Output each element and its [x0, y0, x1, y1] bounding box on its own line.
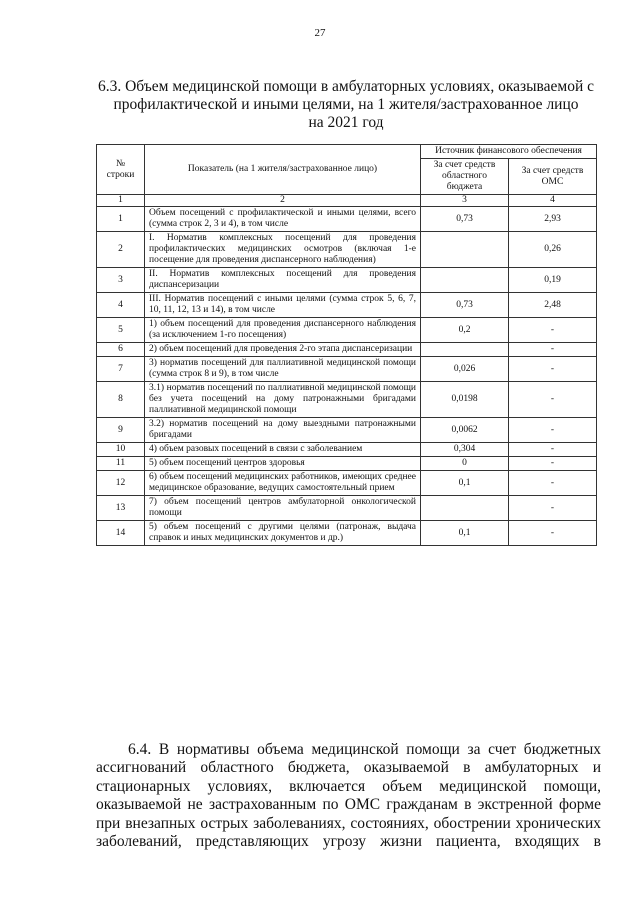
- oms-value-cell: -: [509, 318, 597, 343]
- section-heading: [96, 78, 596, 132]
- indicator-cell: 7) объем посещений центров амбулаторной онкологической помощи: [145, 496, 421, 521]
- oms-value-cell: -: [509, 471, 597, 496]
- oms-value-cell: 2,48: [509, 293, 597, 318]
- indicators-table: [96, 144, 597, 546]
- table-row: [97, 318, 597, 343]
- regional-value-cell: 0,304: [421, 443, 509, 457]
- row-number-cell: 5: [97, 318, 145, 343]
- oms-value-cell: -: [509, 343, 597, 357]
- regional-value-cell: 0,73: [421, 293, 509, 318]
- table-row: [97, 382, 597, 418]
- table-row: [97, 443, 597, 457]
- oms-value-cell: -: [509, 357, 597, 382]
- indicator-cell: 1) объем посещений для проведения диспансерного наблюдения (за исключением 1-го посещения): [145, 318, 421, 343]
- table-row: [97, 343, 597, 357]
- table-row: [97, 357, 597, 382]
- indicator-cell: 4) объем разовых посещений в связи с заболеванием: [145, 443, 421, 457]
- table-row: [97, 471, 597, 496]
- table-row: [97, 521, 597, 546]
- indicator-cell: 3) норматив посещений для паллиативной медицинской помощи (сумма строк 8 и 9), в том числе: [145, 357, 421, 382]
- regional-value-cell: 0,0198: [421, 382, 509, 418]
- table-row: [97, 418, 597, 443]
- row-number-cell: 6: [97, 343, 145, 357]
- table-row: [97, 457, 597, 471]
- table-row: [97, 232, 597, 268]
- regional-value-cell: 0,1: [421, 471, 509, 496]
- indicator-cell: I. Норматив комплексных посещений для проведения профилактических медицинских осмотров (включая 1-е посещение для проведения диспансерного наблюдения): [145, 232, 421, 268]
- indicator-cell: 3.1) норматив посещений по паллиативной медицинской помощи без учета посещений на дому патронажными бригадами паллиативной медицинской помощи: [145, 382, 421, 418]
- indicator-cell: 3.2) норматив посещений на дому выездными патронажными бригадами: [145, 418, 421, 443]
- row-number-cell: 11: [97, 457, 145, 471]
- oms-value-cell: 0,19: [509, 268, 597, 293]
- header-regional-budget: За счет средств областного бюджета: [421, 159, 509, 195]
- indicator-cell: II. Норматив комплексных посещений для проведения диспансеризации: [145, 268, 421, 293]
- header-oms: За счет средств ОМС: [509, 159, 597, 195]
- regional-value-cell: [421, 268, 509, 293]
- row-number-cell: 8: [97, 382, 145, 418]
- row-number-cell: 7: [97, 357, 145, 382]
- oms-value-cell: -: [509, 521, 597, 546]
- indicator-cell: 6) объем посещений медицинских работников, имеющих среднее медицинское образование, ведущих самостоятельный прием: [145, 471, 421, 496]
- regional-value-cell: 0: [421, 457, 509, 471]
- regional-value-cell: 0,2: [421, 318, 509, 343]
- oms-value-cell: 0,26: [509, 232, 597, 268]
- table-row: [97, 293, 597, 318]
- table-row: [97, 268, 597, 293]
- column-index: 4: [509, 195, 597, 207]
- regional-value-cell: 0,0062: [421, 418, 509, 443]
- row-number-cell: 9: [97, 418, 145, 443]
- row-number-cell: 10: [97, 443, 145, 457]
- oms-value-cell: 2,93: [509, 207, 597, 232]
- regional-value-cell: 0,73: [421, 207, 509, 232]
- row-number-cell: 3: [97, 268, 145, 293]
- oms-value-cell: -: [509, 496, 597, 521]
- table-row: [97, 207, 597, 232]
- header-funding-source: Источник финансового обеспечения: [421, 145, 597, 159]
- heading-line-1: 6.3. Объем медицинской помощи в амбулаторных условиях, оказываемой с: [97, 78, 595, 95]
- oms-value-cell: -: [509, 457, 597, 471]
- regional-value-cell: [421, 232, 509, 268]
- heading-line-3: на 2021 год: [308, 114, 384, 131]
- row-number-cell: 4: [97, 293, 145, 318]
- body-paragraph: 6.4. В нормативы объема медицинской помощи за счет бюджетных ассигнований областного бюджета, оказываемой в амбулаторных и стационарных условиях, включается объем медицинской помощи, оказываемой не застрахованным по ОМС гражданам в экстренной форме при внезапных острых заболеваниях, состояниях, обострении хронических заболеваний, представляющих угрозу жизни пациента, входящих в: [96, 741, 601, 851]
- oms-value-cell: -: [509, 382, 597, 418]
- header-row-number: № строки: [97, 145, 145, 195]
- indicator-cell: 5) объем посещений с другими целями (патронаж, выдача справок и иных медицинских документов и др.): [145, 521, 421, 546]
- oms-value-cell: -: [509, 418, 597, 443]
- row-number-cell: 1: [97, 207, 145, 232]
- regional-value-cell: [421, 496, 509, 521]
- column-index: 1: [97, 195, 145, 207]
- oms-value-cell: -: [509, 443, 597, 457]
- header-indicator: Показатель (на 1 жителя/застрахованное лицо): [145, 145, 421, 195]
- indicator-cell: 5) объем посещений центров здоровья: [145, 457, 421, 471]
- regional-value-cell: 0,026: [421, 357, 509, 382]
- regional-value-cell: [421, 343, 509, 357]
- column-index: 2: [145, 195, 421, 207]
- page-number: 27: [314, 27, 326, 39]
- row-number-cell: 2: [97, 232, 145, 268]
- row-number-cell: 12: [97, 471, 145, 496]
- indicator-cell: III. Норматив посещений с иными целями (сумма строк 5, 6, 7, 10, 11, 12, 13 и 14), в том числе: [145, 293, 421, 318]
- indicator-cell: 2) объем посещений для проведения 2-го этапа диспансеризации: [145, 343, 421, 357]
- column-index: 3: [421, 195, 509, 207]
- table-row: [97, 496, 597, 521]
- indicator-cell: Объем посещений с профилактической и иными целями, всего (сумма строк 2, 3 и 4), в том числе: [145, 207, 421, 232]
- row-number-cell: 13: [97, 496, 145, 521]
- regional-value-cell: 0,1: [421, 521, 509, 546]
- row-number-cell: 14: [97, 521, 145, 546]
- heading-line-2: профилактической и иными целями, на 1 жителя/застрахованное лицо: [113, 96, 579, 113]
